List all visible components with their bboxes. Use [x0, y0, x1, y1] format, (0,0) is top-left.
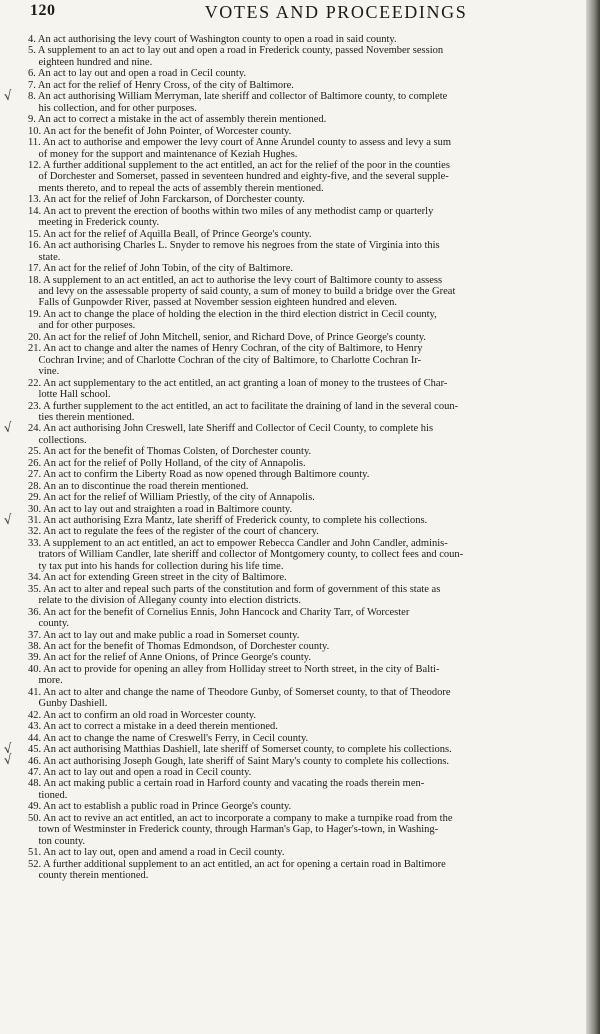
act-entry-line: of Dorchester and Somerset, passed in seventeen hundred and eighty-five, and the several supple-	[28, 171, 449, 183]
act-entry-line: ton county.	[28, 835, 86, 847]
act-entry-line: 35. An act to alter and repeal such parts of the constitution and form of government of this state as	[28, 583, 441, 595]
act-entry	[28, 137, 592, 160]
act-entry-line: 12. A further additional supplement to the act entitled, an act for the relief of the poor in the counties	[28, 159, 450, 171]
act-entry	[28, 68, 592, 79]
handwritten-check-mark-icon: √	[2, 512, 14, 529]
act-entry-line: 36. An act for the benefit of Cornelius Ennis, John Hancock and Charity Tarr, of Worcester	[28, 606, 410, 618]
act-entry-line: 8. An act authorising William Merryman, late sheriff and collector of Baltimore county, to complete	[28, 91, 448, 103]
act-entry	[28, 504, 592, 515]
act-entry-line: ments thereto, and to repeal the acts of assembly therein mentioned.	[28, 182, 324, 194]
act-entry-line: 33. A supplement to an act entitled, an act to empower Rebecca Candler and John Candler, adminis-	[28, 537, 448, 549]
act-entry-line: 26. An act for the relief of Polly Holland, of the city of Annapolis.	[28, 457, 306, 469]
act-entry	[28, 309, 592, 332]
handwritten-check-mark-icon: √	[2, 752, 14, 769]
act-entry-line: town of Westminster in Frederick county, through Harman's Gap, to Hager's-town, in Washing-	[28, 824, 439, 836]
act-entry-line: 11. An act to authorise and empower the levy court of Anne Arundel county to assess and levy a sum	[28, 137, 452, 149]
act-entry-line: 38. An act for the benefit of Thomas Edmondson, of Dorchester county.	[28, 641, 330, 653]
act-entry	[28, 538, 592, 572]
act-entry	[28, 859, 592, 882]
act-entry-line: 18. A supplement to an act entitled, an act to authorise the levy court of Baltimore county to assess	[28, 274, 443, 286]
act-entry	[28, 401, 592, 424]
act-entry	[28, 664, 592, 687]
act-entry-line: 31. An act authorising Ezra Mantz, late sheriff of Frederick county, to complete his collections.	[28, 515, 428, 527]
act-entry-line: 10. An act for the benefit of John Pointer, of Worcester county.	[28, 125, 292, 137]
act-entry-line: Cochran Irvine; and of Charlotte Cochran of the city of Baltimore, to Charlotte Cochran Ir-	[28, 354, 422, 366]
act-entry	[28, 641, 592, 652]
act-entry-line: ties therein mentioned.	[28, 411, 135, 423]
act-entry-line: 16. An act authorising Charles L. Snyder to remove his negroes from the state of Virginia into this	[28, 240, 440, 252]
acts-list	[28, 34, 592, 882]
act-entry	[28, 721, 592, 732]
handwritten-check-mark-icon: √	[2, 420, 14, 437]
act-entry-line: 17. An act for the relief of John Tobin, of the city of Baltimore.	[28, 263, 294, 275]
act-entry	[28, 652, 592, 663]
act-entry	[28, 34, 592, 45]
act-entry	[28, 240, 592, 263]
act-entry-line: 41. An act to alter and change the name of Theodore Gunby, of Somerset county, to that of Theodore	[28, 686, 451, 698]
handwritten-check-mark-icon: √	[2, 741, 14, 758]
act-entry-line: 23. A further supplement to the act entitled, an act to facilitate the draining of land in the several coun-	[28, 400, 459, 412]
act-entry-line: 40. An act to provide for opening an alley from Holliday street to North street, in the city of Balti-	[28, 663, 440, 675]
act-entry-line: 46. An act authorising Joseph Gough, late sheriff of Saint Mary's county to complete his collections.	[28, 755, 450, 767]
act-entry-line: relate to the division of Allegany county into election districts.	[28, 595, 301, 607]
act-entry	[28, 80, 592, 91]
act-entry-line: Falls of Gunpowder River, passed at November session eighteen hundred and eleven.	[28, 297, 398, 309]
act-entry	[28, 630, 592, 641]
act-entry	[28, 469, 592, 480]
act-entry	[28, 160, 592, 194]
act-entry	[28, 526, 592, 537]
act-entry-line: 21. An act to change and alter the names of Henry Cochran, of the city of Baltimore, to Henry	[28, 343, 423, 355]
act-entry	[28, 206, 592, 229]
act-entry-line: 25. An act for the benefit of Thomas Colsten, of Dorchester county.	[28, 446, 312, 458]
act-entry-line: and levy on the assessable property of said county, a sum of money to build a bridge over the Great	[28, 285, 456, 297]
act-entry	[28, 229, 592, 240]
act-entry	[28, 733, 592, 744]
act-entry-line: 32. An act to regulate the fees of the register of the court of chancery.	[28, 526, 319, 538]
act-entry-line: Gunby Dashiell.	[28, 698, 108, 710]
margin-check-marks	[0, 0, 28, 1034]
act-entry-line: 13. An act for the relief of John Farckarson, of Dorchester county.	[28, 194, 305, 206]
act-entry	[28, 492, 592, 503]
act-entry-line: 34. An act for extending Green street in the city of Baltimore.	[28, 572, 287, 584]
act-entry-line: 52. A further additional supplement to an act entitled, an act for opening a certain road in Baltimore	[28, 858, 446, 870]
act-entry-line: ty tax put into his hands for collection during his life time.	[28, 560, 284, 572]
act-entry-line: 37. An act to lay out and make public a road in Somerset county.	[28, 629, 300, 641]
act-entry-line: 43. An act to correct a mistake in a deed therein mentioned.	[28, 721, 278, 733]
act-entry-line: tioned.	[28, 789, 68, 801]
act-entry	[28, 756, 592, 767]
act-entry	[28, 343, 592, 377]
act-entry	[28, 778, 592, 801]
act-entry	[28, 767, 592, 778]
act-entry-line: 50. An act to revive an act entitled, an act to incorporate a company to make a turnpike road from the	[28, 812, 453, 824]
act-entry	[28, 710, 592, 721]
act-entry	[28, 446, 592, 457]
act-entry-line: 39. An act for the relief of Anne Onions, of Prince George's county.	[28, 652, 311, 664]
act-entry-line: 22. An act supplementary to the act entitled, an act granting a loan of money to the trustees of Char-	[28, 377, 448, 389]
act-entry-line: 15. An act for the relief of Aquilla Beall, of Prince George's county.	[28, 228, 312, 240]
page-header	[30, 2, 582, 24]
act-entry	[28, 481, 592, 492]
act-entry-line: meeting in Frederick county.	[28, 217, 160, 229]
act-entry-line: more.	[28, 675, 63, 687]
act-entry-line: 7. An act for the relief of Henry Cross, of the city of Baltimore.	[28, 79, 294, 91]
act-entry-line: his collection, and for other purposes.	[28, 102, 197, 114]
act-entry	[28, 801, 592, 812]
act-entry	[28, 263, 592, 274]
act-entry	[28, 687, 592, 710]
act-entry-line: 49. An act to establish a public road in Prince George's county.	[28, 801, 292, 813]
act-entry-line: 30. An act to lay out and straighten a road in Baltimore county.	[28, 503, 293, 515]
handwritten-check-mark-icon: √	[2, 88, 14, 105]
act-entry-line: county.	[28, 618, 70, 630]
act-entry	[28, 275, 592, 309]
act-entry	[28, 378, 592, 401]
act-entry-line: eighteen hundred and nine.	[28, 56, 153, 68]
act-entry-line: 28. An an to discontinue the road therein mentioned.	[28, 480, 249, 492]
act-entry-line: and for other purposes.	[28, 320, 136, 332]
act-entry-line: 47. An act to lay out and open a road in Cecil county.	[28, 767, 252, 778]
act-entry-line: vine.	[28, 366, 60, 378]
act-entry-line: 6. An act to lay out and open a road in Cecil county.	[28, 68, 247, 80]
act-entry	[28, 584, 592, 607]
act-entry	[28, 45, 592, 68]
running-title: VOTES AND PROCEEDINGS	[204, 2, 468, 22]
act-entry	[28, 332, 592, 343]
act-entry	[28, 607, 592, 630]
act-entry-line: 27. An act to confirm the Liberty Road as now opened through Baltimore county.	[28, 469, 370, 481]
act-entry-line: 20. An act for the relief of John Mitchell, senior, and Richard Dove, of Prince George's county.	[28, 331, 427, 343]
act-entry-line: county therein mentioned.	[28, 870, 149, 882]
act-entry-line: 45. An act authorising Matthias Dashiell, late sheriff of Somerset county, to complete his collections.	[28, 744, 452, 756]
act-entry-line: 14. An act to prevent the erection of booths within two miles of any methodist camp or quarterly	[28, 205, 434, 217]
act-entry-line: 44. An act to change the name of Creswell's Ferry, in Cecil county.	[28, 732, 309, 744]
act-entry-line: 42. An act to confirm an old road in Worcester county.	[28, 709, 257, 721]
act-entry	[28, 744, 592, 755]
act-entry	[28, 194, 592, 205]
act-entry	[28, 847, 592, 858]
act-entry	[28, 572, 592, 583]
act-entry	[28, 114, 592, 125]
act-entry	[28, 813, 592, 847]
act-entry-line: of money for the support and maintenance of Keziah Hughes.	[28, 148, 298, 160]
act-entry	[28, 423, 592, 446]
act-entry-line: state.	[28, 251, 61, 263]
act-entry	[28, 91, 592, 114]
act-entry-line: 4. An act authorising the levy court of Washington county to open a road in said county.	[28, 34, 397, 45]
act-entry-line: 9. An act to correct a mistake in the act of assembly therein mentioned.	[28, 114, 327, 126]
act-entry-line: lotte Hall school.	[28, 389, 111, 401]
act-entry-line: 19. An act to change the place of holding the election in the third election district in Cecil county,	[28, 308, 437, 320]
act-entry-line: trators of William Candler, late sheriff and collector of Montgomery county, to collect fees and coun-	[28, 549, 464, 561]
act-entry-line: 24. An act authorising John Creswell, late Sheriff and Collector of Cecil County, to complete his	[28, 423, 434, 435]
act-entry-line: 48. An act making public a certain road in Harford county and vacating the roads therein men-	[28, 778, 425, 790]
act-entry	[28, 126, 592, 137]
act-entry	[28, 458, 592, 469]
act-entry-line: 29. An act for the relief of William Priestly, of the city of Annapolis.	[28, 492, 315, 504]
act-entry	[28, 515, 592, 526]
page-number: 120	[30, 2, 56, 19]
book-spine-shadow	[586, 0, 600, 1034]
act-entry-line: 5. A supplement to an act to lay out and open a road in Frederick county, passed November session	[28, 45, 444, 57]
act-entry-line: collections.	[28, 434, 87, 446]
act-entry-line: 51. An act to lay out, open and amend a road in Cecil county.	[28, 847, 285, 859]
